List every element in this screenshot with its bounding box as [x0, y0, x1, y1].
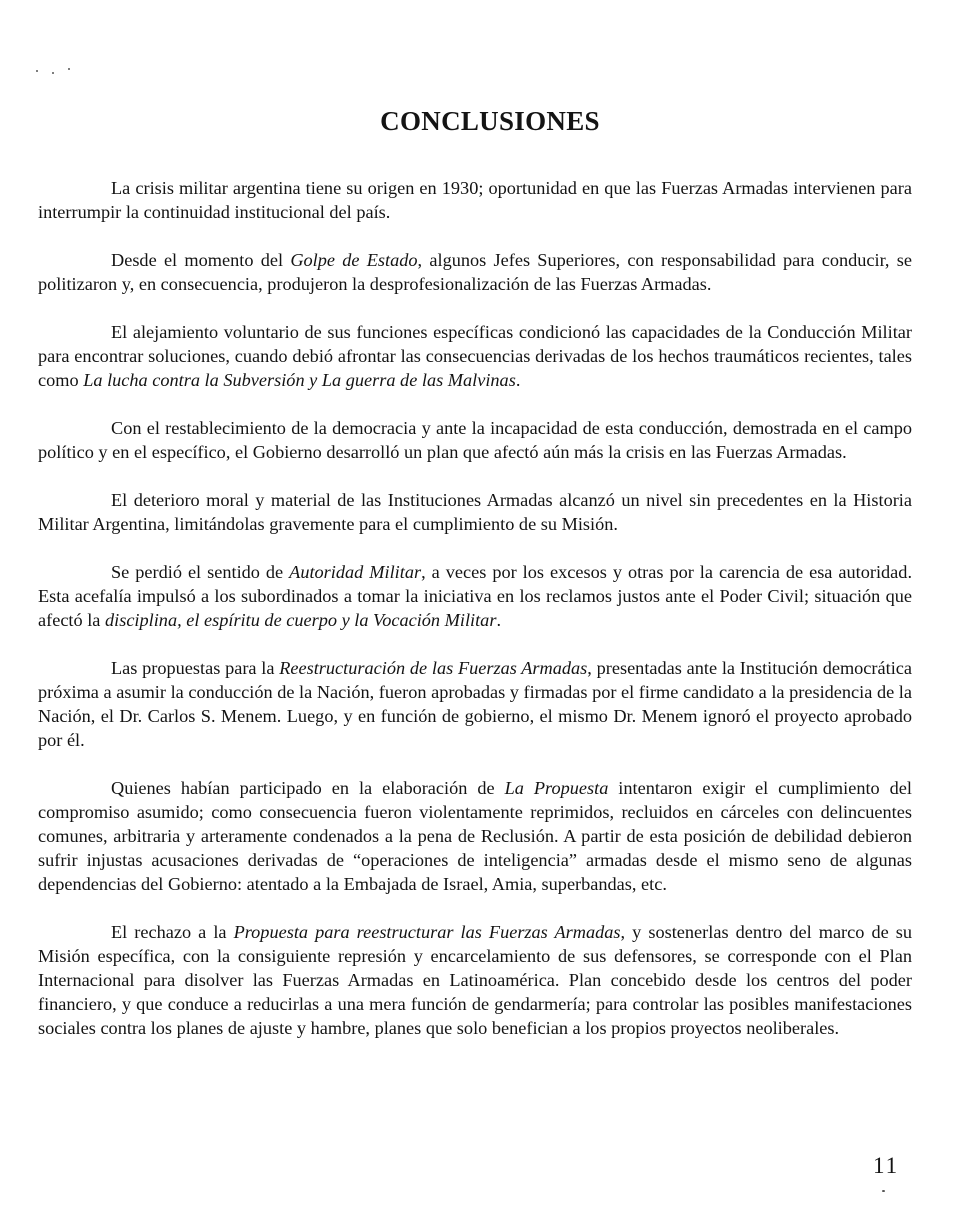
page-title: CONCLUSIONES: [380, 106, 600, 137]
scan-speck: [882, 1190, 885, 1192]
paragraph: [38, 416, 912, 464]
text-run: El deterioro moral y material de las Instituciones Armadas alcanzó un nivel sin precedentes en la Historia Militar Argentina, limitándolas gravemente para el cumplimiento de su Misión.: [38, 490, 912, 534]
paragraph: [38, 656, 912, 752]
italic-text-run: La lucha contra la Subversión y La guerra de las Malvinas: [83, 370, 516, 390]
text-run: , presentadas ante la Institución democrática próxima a asumir la conducción de la Nación, fueron aprobadas y firmadas por el firme candidato a la presidencia de la Nación, el Dr. Carlos S. Menem. Luego, y en función de gobierno, el mismo Dr. Menem ignoró el proyecto aprobado por él.: [38, 658, 913, 750]
text-run: Desde el momento del: [111, 250, 291, 270]
page-number: 11: [873, 1153, 900, 1178]
scan-speck: [68, 68, 70, 70]
text-run: , algunos Jefes Superiores, con responsabilidad para conducir, se politizaron y, en consecuencia, produjeron la desprofesionalización de las Fuerzas Armadas.: [38, 250, 912, 294]
italic-text-run: Propuesta para reestructurar las Fuerzas Armadas: [233, 922, 621, 942]
italic-text-run: disciplina, el espíritu de cuerpo y la Vocación Militar: [104, 610, 497, 630]
text-run: intentaron exigir el cumplimiento del compromiso asumido; como consecuencia fueron violentamente reprimidos, recluidos en cárceles con delincuentes comunes, arbitraria y arteramente condenados a la pena de Reclusión. A partir de esta posición de debilidad debieron sufrir injustas acusaciones derivadas de “operaciones de inteligencia” armadas desde el mismo seno de algunas dependencias del Gobierno: atentado a la Embajada de Israel, Amia, superbandas, etc.: [38, 778, 912, 894]
italic-text-run: Autoridad Militar: [289, 562, 422, 582]
paragraph: [38, 488, 912, 536]
paragraph: [38, 776, 912, 896]
text-run: Con el restablecimiento de la democracia y ante la incapacidad de esta conducción, demostrada en el campo político y en el específico, el Gobierno desarrolló un plan que afectó aún más la crisis en las Fuerzas Armadas.: [38, 418, 912, 462]
italic-text-run: Reestructuración de las Fuerzas Armadas: [279, 658, 588, 678]
text-run: El rechazo a la: [111, 922, 234, 942]
text-run: , y sostenerlas dentro del marco de su Misión específica, con la consiguiente represión y encarcelamiento de sus defensores, se corresponde con el Plan Internacional para disolver las Fuerzas Armadas en Latinoamérica. Plan concebido desde los centros del poder financiero, y que conduce a reducirlas a una mera función de gendarmería; para controlar las posibles manifestaciones sociales contra los planes de ajuste y hambre, planes que solo benefician a los propios proyectos neoliberales.: [38, 922, 913, 1038]
text-run: , a veces por los excesos y otras por la carencia de esa autoridad. Esta acefalía impulsó a los subordinados a tomar la iniciativa en los reclamos justos ante el Poder Civil; situación que afectó la: [38, 562, 913, 630]
paragraph: [38, 320, 912, 392]
italic-text-run: Golpe de Estado: [290, 250, 418, 270]
text-run: Se perdió el sentido de: [111, 562, 290, 582]
paragraph: [38, 176, 912, 224]
italic-text-run: La Propuesta: [504, 778, 609, 798]
scan-speck: [36, 70, 38, 72]
text-run: El alejamiento voluntario de sus funciones específicas condicionó las capacidades de la Conducción Militar para encontrar soluciones, cuando debió afrontar las consecuencias derivadas de los hechos traumáticos recientes, tales como: [38, 322, 912, 390]
text-run: Las propuestas para la: [111, 658, 280, 678]
paragraph: [38, 560, 912, 632]
scan-speck: [52, 72, 54, 74]
text-run: .: [515, 370, 521, 390]
document-body: [38, 176, 912, 1064]
text-run: .: [496, 610, 502, 630]
text-run: La crisis militar argentina tiene su origen en 1930; oportunidad en que las Fuerzas Armadas intervienen para interrumpir la continuidad institucional del país.: [38, 178, 912, 222]
text-run: Quienes habían participado en la elaboración de: [111, 778, 505, 798]
paragraph: [38, 920, 912, 1040]
paragraph: [38, 248, 912, 296]
